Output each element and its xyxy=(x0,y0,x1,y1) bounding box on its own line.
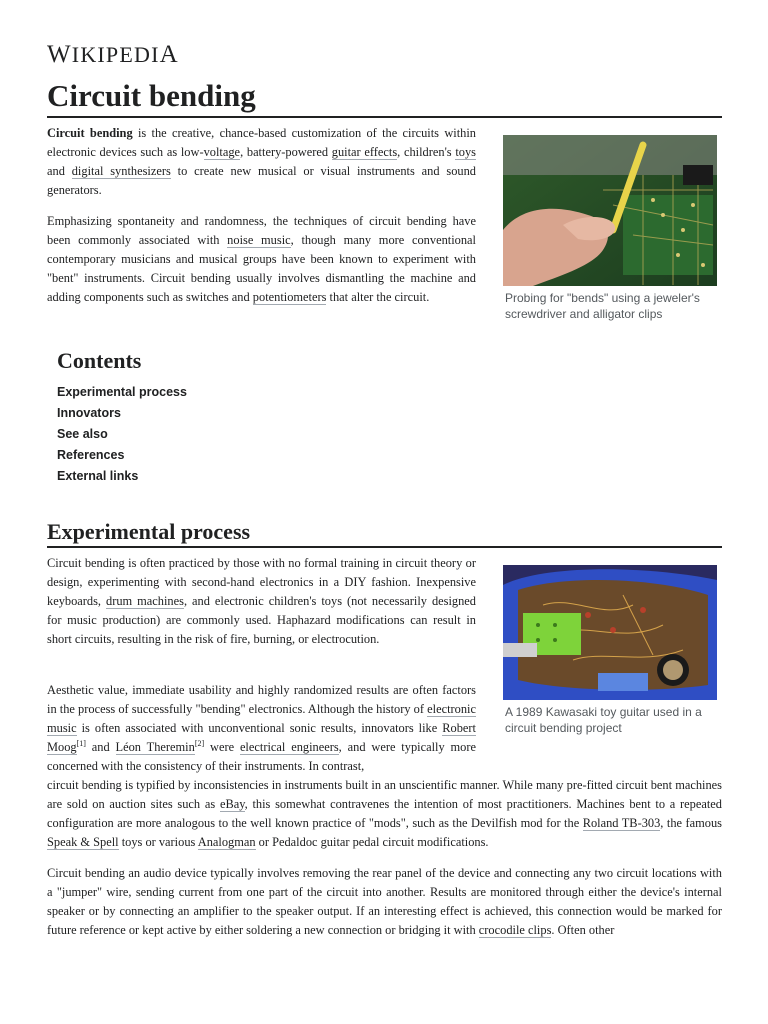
article-link[interactable]: toys xyxy=(455,145,476,159)
section-paragraph-3 xyxy=(47,864,722,940)
logo-letters: IKIPEDI xyxy=(71,42,160,67)
text-run: , the famous xyxy=(660,816,722,830)
table-of-contents xyxy=(57,348,187,487)
article-link[interactable]: Roland TB-303 xyxy=(582,816,661,830)
text-run: circuit bending is typified by inconsistencies in instruments built in an unscientific manner. While many pre-fitted circuit bent machines are sold on auction sites such as xyxy=(47,778,722,811)
article-link[interactable]: Léon Theremin xyxy=(115,740,195,754)
text-run: Circuit bending an audio device typically involves removing the rear panel of the device and connecting any two circuit locations with a "jumper" wire, sending current from one part of the circuit into another. Results are monitored through either the device's internal speaker or by connecting an amplifier to the speaker output. If an interesting effect is achieved, this connection would be marked for future reference or kept active by either soldering a new connection or bridging it with xyxy=(47,866,722,937)
article-link[interactable]: potentiometers xyxy=(252,290,327,304)
article-link[interactable]: drum machines xyxy=(106,594,184,608)
article-link[interactable]: noise music xyxy=(227,233,291,247)
figure-toy-guitar xyxy=(503,565,717,736)
citation-ref[interactable]: [2] xyxy=(194,738,205,748)
article-link[interactable]: electrical engineers xyxy=(239,740,339,754)
text-run: , and electronic children's toys (not necessarily designed for music production) are commonly used. Haphazard modifications can result in short circuits, resulting in the risk of fire, burning, or electrocution. xyxy=(47,594,477,646)
text-run: Aesthetic value, immediate usability and highly randomized results are often factors in the process of successfully "bending" electronics. Although the history of xyxy=(47,683,476,716)
text-run: , battery-powered xyxy=(240,145,332,159)
figure-caption: A 1989 Kawasaki toy guitar used in a circuit bending project xyxy=(505,705,702,735)
article-link[interactable]: electronic music xyxy=(47,702,476,735)
toc-heading: Contents xyxy=(57,348,142,373)
logo-letter-a: A xyxy=(159,41,179,68)
bold-term: Circuit bending xyxy=(47,126,133,140)
article-link[interactable]: eBay xyxy=(219,797,245,811)
logo-letter-w: W xyxy=(47,41,72,68)
figure-probing xyxy=(503,135,717,322)
article-link[interactable]: Robert Moog xyxy=(47,721,476,754)
toc-item-see-also[interactable]: See also xyxy=(57,427,108,441)
wikipedia-logo[interactable] xyxy=(47,41,179,69)
article-link[interactable]: digital synthesizers xyxy=(71,164,171,178)
text-run: is often associated with unconventional sonic results, innovators like xyxy=(76,721,443,735)
text-run: is the creative, chance-based customization of the circuits within electronic devices such as low- xyxy=(47,126,476,159)
text-run: Circuit bending is often practiced by those with no formal training in circuit theory or design, experimenting with second-hand electronics in a DIY fashion. Inexpensive keyboards, xyxy=(47,556,476,608)
article-link[interactable]: voltage xyxy=(203,145,241,159)
text-run: were xyxy=(204,740,240,754)
article-link[interactable]: guitar effects xyxy=(331,145,398,159)
section-heading-experimental-process: Experimental process xyxy=(47,518,722,548)
text-run: . Often other xyxy=(551,923,615,937)
section-paragraph-2b xyxy=(47,776,722,852)
intro-paragraph-2 xyxy=(47,212,476,307)
toc-item-references[interactable]: References xyxy=(57,448,125,462)
text-run: Emphasizing spontaneity and randomness, the techniques of circuit bending have been commonly associated with xyxy=(47,214,476,247)
text-run: and xyxy=(85,740,116,754)
section-paragraph-2a xyxy=(47,681,476,776)
text-run: , children's xyxy=(397,145,456,159)
text-run: to create new musical or visual instruments and sound generators. xyxy=(47,164,476,197)
text-run: and xyxy=(47,164,72,178)
text-run: that alter the circuit. xyxy=(326,290,430,304)
text-run: , and were typically more concerned with the consistency of their instruments. In contrast, xyxy=(47,740,476,773)
citation-ref[interactable]: [1] xyxy=(76,738,86,748)
article-link[interactable]: Analogman xyxy=(197,835,256,849)
intro-paragraph-1 xyxy=(47,124,476,200)
text-run: , though many more conventional contemporary musicians and musical groups have been known to experiment with "bent" instruments. Circuit bending usually involves dismantling the machine and adding components such as switches and xyxy=(47,233,476,304)
probing-photo[interactable] xyxy=(503,135,717,286)
article-link[interactable]: Speak & Spell xyxy=(47,835,119,849)
page-title: Circuit bending xyxy=(47,76,722,118)
toc-item-external-links[interactable]: External links xyxy=(57,469,139,483)
toc-item-experimental-process[interactable]: Experimental process xyxy=(57,385,187,399)
figure-caption: Probing for "bends" using a jeweler's screwdriver and alligator clips xyxy=(505,291,700,321)
text-run: toys or various xyxy=(118,835,198,849)
toy-guitar-photo[interactable] xyxy=(503,565,717,700)
text-run: or Pedaldoc guitar pedal circuit modifications. xyxy=(255,835,489,849)
article-link[interactable]: crocodile clips xyxy=(478,923,552,937)
text-run: , this somewhat contravenes the intention of most practitioners. Machines bent to a repeated configuration are more analogous to the well known practice of "mods", such as the Devilfish mod for the xyxy=(47,797,722,830)
section-paragraph-1 xyxy=(47,554,476,649)
toc-item-innovators[interactable]: Innovators xyxy=(57,406,121,420)
